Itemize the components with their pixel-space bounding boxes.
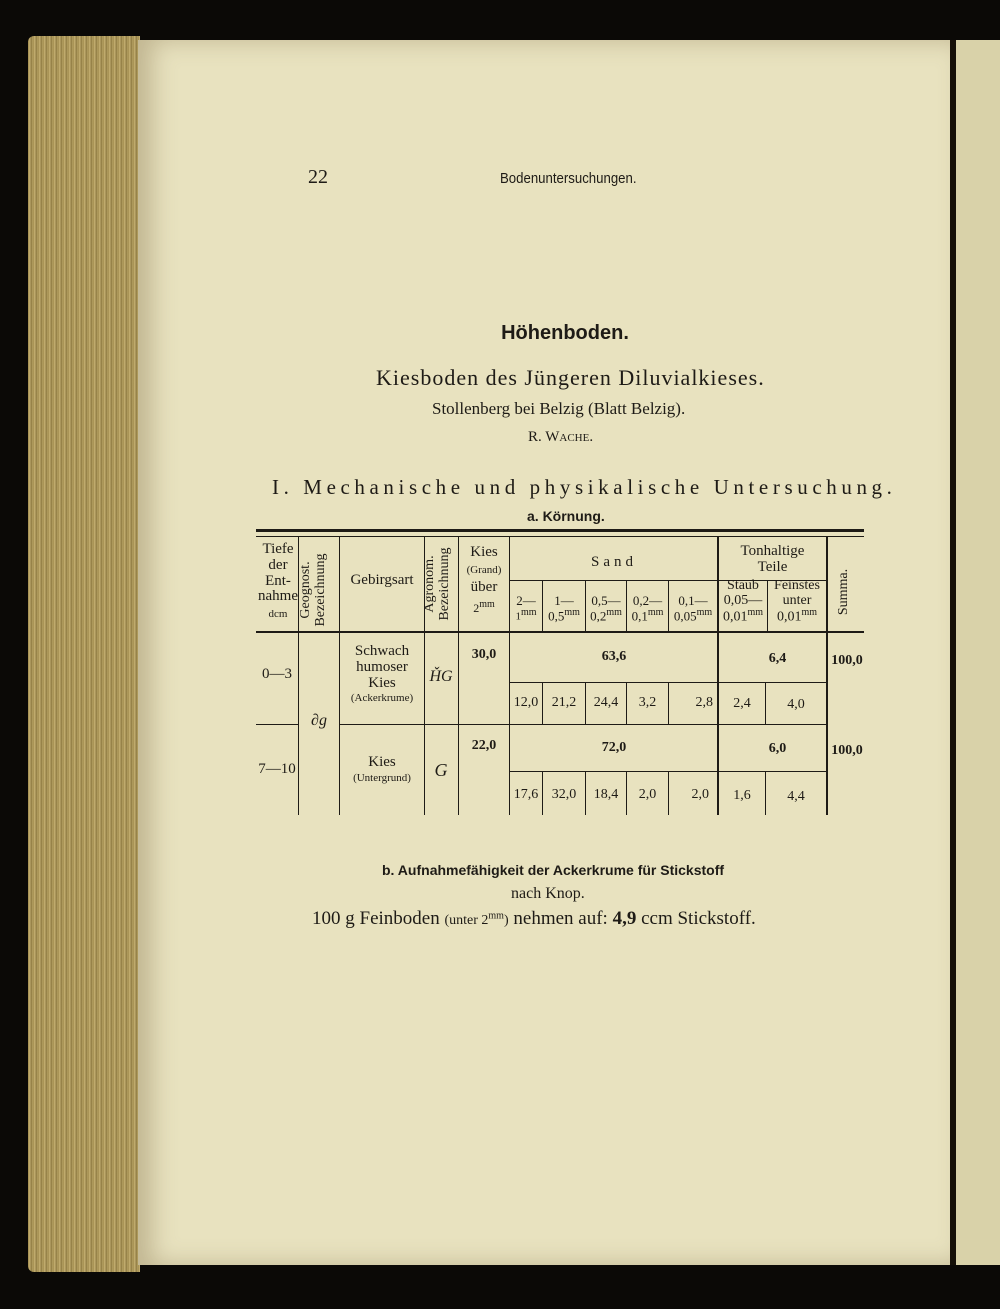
header-tonhaltige-line1: Tonhaltige (740, 543, 805, 559)
nitrogen-result-d: ccm Stickstoff. (641, 908, 756, 929)
header-kies-label: Kies (470, 544, 498, 560)
row1-tiefe: 0—3 (262, 666, 292, 682)
header-sand-col2: 1— $0,5^{mm}$ (548, 593, 580, 623)
header-tiefe (256, 542, 300, 621)
geognost-value: ∂g (311, 712, 327, 729)
header-staub: Staub 0,05— $0,01^{mm}$ (722, 578, 764, 626)
row2-agronom: G (434, 760, 448, 780)
row1-agronom: ȞG (429, 668, 453, 685)
header-gebirgsart: Gebirgsart (350, 572, 414, 588)
row2-feinstes: 4,4 (787, 789, 805, 804)
row1-summa: 100,0 (831, 653, 863, 668)
header-tiefe-unit: dcm (268, 608, 288, 620)
header-tiefe-line1: Tiefe (262, 541, 294, 557)
nitrogen-result-c: nehmen auf: (513, 908, 608, 929)
row2-tiefe: 7—10 (258, 761, 296, 777)
row1-sand-2: 21,2 (551, 695, 577, 710)
page-number: 22 (308, 166, 328, 188)
row2-sand-1: 17,6 (513, 787, 539, 802)
header-tonhaltige (719, 544, 826, 576)
header-sand-col3: 0,5— $0,2^{mm}$ (590, 593, 622, 623)
row2-gebirgsart: Kies (Untergrund) (353, 754, 411, 784)
row1-sand-total: 63,6 (601, 649, 627, 664)
row1-kies: 30,0 (471, 647, 497, 662)
nitrogen-method: nach Knop. (511, 885, 585, 902)
row2-sand-5: 2,0 (691, 787, 709, 802)
header-agronom-line1: Agronom. (422, 555, 437, 613)
running-title: Bodenuntersuchungen. (500, 170, 637, 187)
header-tonhaltige-line2: Teile (757, 558, 788, 575)
page-subtitle: Kiesboden des Jüngeren Diluvialkieses. (376, 365, 765, 390)
nitrogen-result-b: (unter $2^{mm}$) (444, 910, 509, 928)
header-kies (459, 545, 509, 615)
header-summa: Summa. (836, 568, 851, 616)
row2-summa: 100,0 (831, 743, 863, 758)
row1-feinstes: 4,0 (787, 697, 805, 712)
row1-sand-4: 3,2 (638, 695, 657, 710)
header-feinstes: Feinstes unter $0,01^{mm}$ (774, 578, 820, 626)
subsection-title: a. Körnung. (527, 508, 605, 524)
nitrogen-result-a: 100 g Feinboden (312, 908, 440, 929)
page-title (0, 322, 1000, 345)
nitrogen-section-title: b. Aufnahmefähigkeit der Ackerkrume für Stickstoff (382, 862, 725, 878)
facing-page-edge (956, 40, 1000, 1265)
row2-sand-3: 18,4 (593, 787, 619, 802)
nitrogen-value: 4,9 (612, 908, 637, 929)
nitrogen-result (312, 908, 756, 930)
row2-kies: 22,0 (471, 738, 497, 753)
book-page-edges (28, 36, 140, 1272)
header-sand: Sand (591, 554, 637, 570)
row1-sand-3: 24,4 (593, 695, 619, 710)
header-kies-size: $2^{mm}$ (473, 599, 495, 616)
header-tiefe-line3: Ent- (265, 572, 291, 589)
row2-ton-total: 6,0 (768, 741, 787, 756)
row2-sand-4: 2,0 (638, 787, 657, 802)
header-geognost-line1: Geognost. (298, 561, 313, 619)
header-sand-col4: 0,2— $0,1^{mm}$ (631, 593, 664, 623)
header-sand-col5: 0,1— $0,05^{mm}$ (673, 593, 713, 623)
page-title-text: Höhenboden. (501, 322, 629, 344)
row2-sand-total: 72,0 (601, 740, 627, 755)
header-geognost-line2: Bezeichnung (312, 553, 328, 627)
row2-staub: 1,6 (733, 788, 751, 803)
header-tiefe-line2: der (268, 556, 288, 573)
section-title: I. Mechanische und physikalische Untersuchung. (272, 475, 897, 499)
header-agronom (423, 539, 459, 629)
header-kies-grand: (Grand) (466, 563, 502, 576)
row1-sand-1: 12,0 (513, 695, 539, 710)
row1-ton-total: 6,4 (768, 651, 787, 666)
row2-sand-2: 32,0 (551, 787, 577, 802)
header-kies-ueber: über (470, 579, 498, 596)
header-geognost (299, 545, 339, 635)
row1-staub: 2,4 (733, 696, 751, 711)
header-sand-col1: 2— $1^{mm}$ (515, 593, 537, 623)
header-agronom-line2: Bezeichnung (436, 547, 452, 621)
sample-location: Stollenberg bei Belzig (Blatt Belzig). (432, 399, 686, 418)
row1-sand-5: 2,8 (695, 695, 713, 710)
header-tiefe-line4: nahme (258, 588, 298, 605)
row1-gebirgsart: Schwach humoser Kies (Ackerkrume) (350, 643, 414, 705)
author: R. Wache. (528, 429, 594, 445)
